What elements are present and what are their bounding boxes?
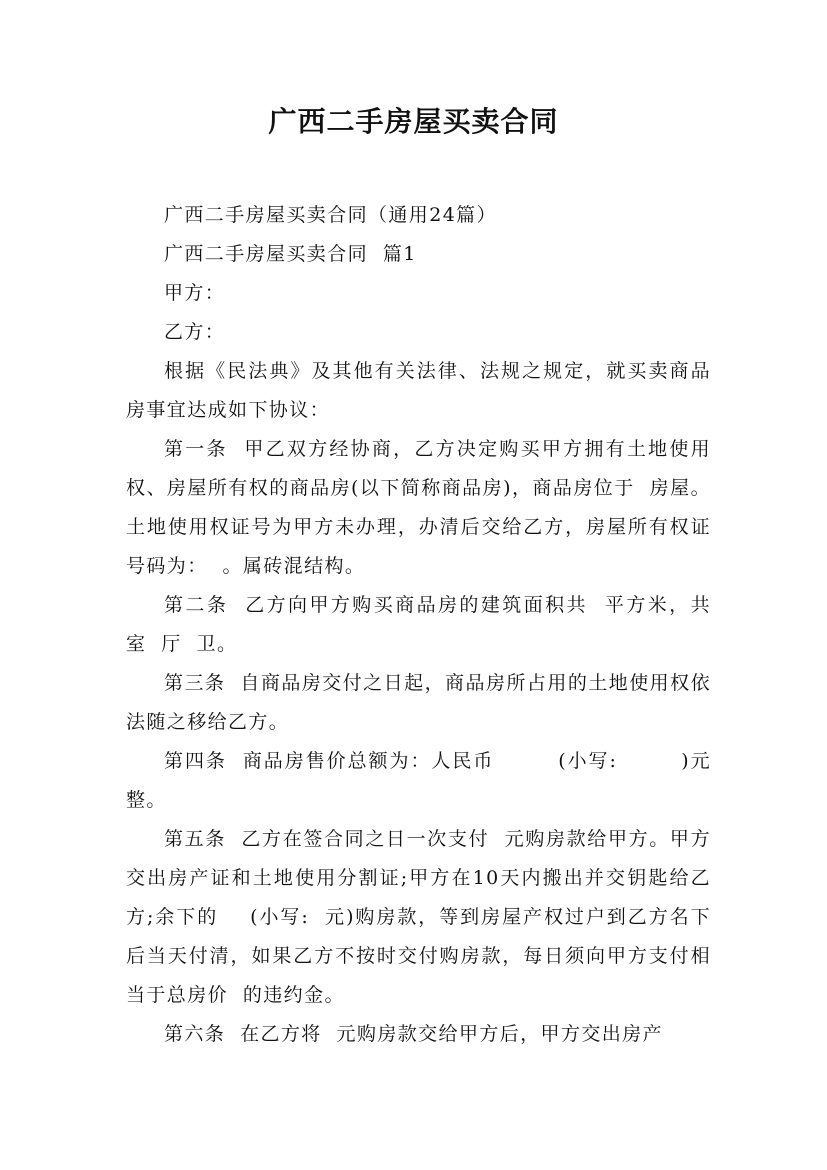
paragraph-article-4: 第四条 商品房售价总额为：人民币 (小写: )元整。: [126, 750, 711, 811]
paragraph-article-1: 第一条 甲乙双方经协商，乙方决定购买甲方拥有土地使用权、房屋所有权的商品房(以下简称商品房)，商品房位于 房屋。土地使用权证号为甲方未办理，办清后交给乙方，房屋所有权证号码为： 。属砖混结构。: [126, 438, 711, 577]
paragraph-subtitle: 广西二手房屋买卖合同（通用24篇）: [164, 204, 497, 226]
paragraph-section-heading: 广西二手房屋买卖合同 篇1: [164, 243, 417, 265]
paragraph-party-b: 乙方：: [164, 321, 226, 343]
document-title: 广西二手房屋买卖合同: [268, 105, 559, 138]
document-body: [126, 196, 726, 1054]
paragraph-article-2: 第二条 乙方向甲方购买商品房的建筑面积共 平方米，共 室 厅 卫。: [126, 594, 726, 655]
paragraph-party-a: 甲方：: [164, 282, 226, 304]
paragraph-preamble: 根据《民法典》及其他有关法律、法规之规定，就买卖商品房事宜达成如下协议：: [126, 360, 711, 421]
paragraph-article-6: 第六条 在乙方将 元购房款交给甲方后，甲方交出房产: [164, 1023, 663, 1045]
paragraph-article-5: 第五条 乙方在签合同之日一次支付 元购房款给甲方。甲方交出房产证和土地使用分割证;甲方在10天内搬出并交钥匙给乙方;余下的 (小写: 元)购房款，等到房屋产权过户到乙方名下后当天付清，如果乙方不按时交付购房款，每日须向甲方支付相当于总房价 的违约金。: [126, 828, 711, 1006]
paragraph-article-3: 第三条 自商品房交付之日起，商品房所占用的土地使用权依法随之移给乙方。: [126, 672, 711, 733]
